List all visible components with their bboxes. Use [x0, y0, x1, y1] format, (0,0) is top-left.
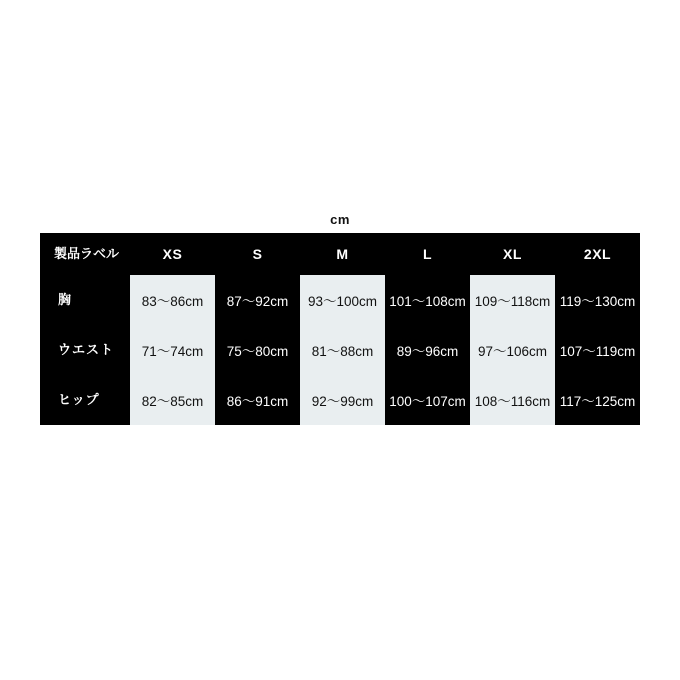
cell-hip-xs: 82〜85cm	[130, 375, 215, 425]
header-size-m: M	[300, 233, 385, 275]
header-size-l: L	[385, 233, 470, 275]
cell-waist-2xl: 107〜119cm	[555, 325, 640, 375]
cell-chest-m: 93〜100cm	[300, 275, 385, 325]
cell-chest-2xl: 119〜130cm	[555, 275, 640, 325]
cell-waist-l: 89〜96cm	[385, 325, 470, 375]
row-label-chest: 胸	[40, 275, 130, 325]
cell-hip-2xl: 117〜125cm	[555, 375, 640, 425]
cell-hip-l: 100〜107cm	[385, 375, 470, 425]
cell-hip-m: 92〜99cm	[300, 375, 385, 425]
header-size-2xl: 2XL	[555, 233, 640, 275]
cell-chest-xl: 109〜118cm	[470, 275, 555, 325]
table-row	[40, 325, 640, 375]
unit-label: cm	[330, 212, 350, 227]
size-chart-container	[40, 212, 640, 425]
cell-waist-m: 81〜88cm	[300, 325, 385, 375]
cell-chest-l: 101〜108cm	[385, 275, 470, 325]
table-row	[40, 375, 640, 425]
table-row	[40, 275, 640, 325]
cell-waist-s: 75〜80cm	[215, 325, 300, 375]
cell-hip-s: 86〜91cm	[215, 375, 300, 425]
header-size-xl: XL	[470, 233, 555, 275]
header-size-xs: XS	[130, 233, 215, 275]
header-size-s: S	[215, 233, 300, 275]
cell-chest-s: 87〜92cm	[215, 275, 300, 325]
cell-chest-xs: 83〜86cm	[130, 275, 215, 325]
size-table	[40, 233, 640, 425]
header-product-label: 製品ラベル	[40, 233, 130, 275]
table-header-row	[40, 233, 640, 275]
row-label-waist: ウエスト	[40, 325, 130, 375]
cell-hip-xl: 108〜116cm	[470, 375, 555, 425]
cell-waist-xs: 71〜74cm	[130, 325, 215, 375]
row-label-hip: ヒップ	[40, 375, 130, 425]
cell-waist-xl: 97〜106cm	[470, 325, 555, 375]
